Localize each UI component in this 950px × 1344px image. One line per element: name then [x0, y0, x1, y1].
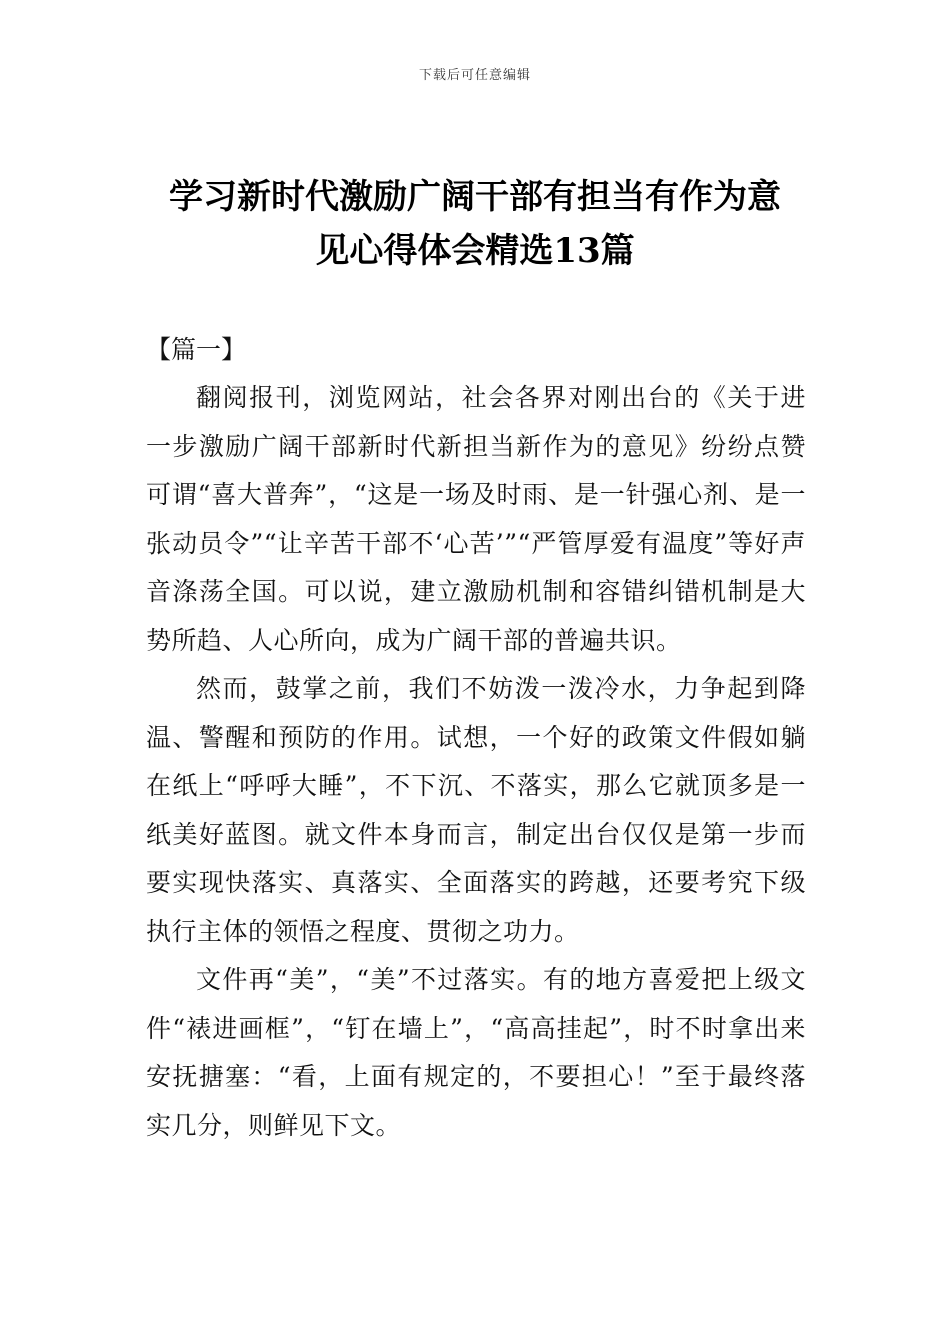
- paragraph-3: 文件再“美”，“美”不过落实。有的地方喜爱把上级文件“裱进画框”，“钉在墙上”，“高高挂起”，时不时拿出来安抚搪塞：“看，上面有规定的，不要担心！”至于最终落实几分，则鲜见下文。: [146, 965, 806, 1140]
- paragraph-2: 然而，鼓掌之前，我们不妨泼一泼冷水，力争起到降温、警醒和预防的作用。试想，一个好的政策文件假如躺在纸上“呼呼大睡”，不下沉、不落实，那么它就顶多是一纸美好蓝图。就文件本身而言，制定出台仅仅是第一步而要实现快落实、真落实、全面落实的跨越，还要考究下级执行主体的领悟之程度、贯彻之功力。: [146, 674, 806, 946]
- title-line-2: 见心得体会精选13篇: [315, 231, 635, 271]
- title-line-1: 学习新时代激励广阔干部有担当有作为意: [169, 177, 781, 217]
- section-label: 【篇一】: [146, 335, 247, 364]
- document-title: [120, 170, 830, 278]
- paragraph-1: 翻阅报刊，浏览网站，社会各界对刚出台的《关于进一步激励广阔干部新时代新担当新作为的意见》纷纷点赞可谓“喜大普奔”，“这是一场及时雨、是一针强心剂、是一张动员令”“让辛苦干部不‘心苦’”“严管厚爱有温度”等好声音涤荡全国。可以说，建立激励机制和容错纠错机制是大势所趋、人心所向，成为广阔干部的普遍共识。: [146, 383, 806, 655]
- body-text: [146, 374, 806, 1150]
- header-note: 下载后可任意编辑: [418, 68, 531, 83]
